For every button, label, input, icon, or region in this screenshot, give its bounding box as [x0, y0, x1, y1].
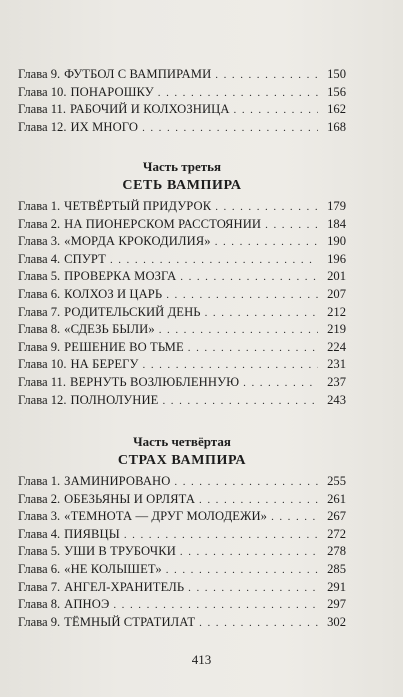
page-ref: 237	[327, 374, 346, 389]
page-ref: 272	[327, 526, 346, 541]
chapter-title: КОЛХОЗ И ЦАРЬ	[64, 286, 163, 301]
chapter-title: «МОРДА КРОКОДИЛИЯ»	[64, 234, 211, 249]
leader-dots	[110, 252, 318, 270]
toc-entry	[18, 304, 346, 322]
page-ref: 201	[327, 269, 346, 284]
chapter-title: ЧЕТВЁРТЫЙ ПРИДУРОК	[64, 199, 212, 213]
chapter-number: Глава 5.	[18, 544, 61, 559]
chapter-number: Глава 8.	[18, 322, 61, 337]
leader-dots	[166, 562, 318, 580]
toc-entry	[18, 216, 346, 234]
chapter-title: ПРОВЕРКА МОЗГА	[64, 269, 177, 284]
chapter-title: НА ПИОНЕРСКОМ РАССТОЯНИИ	[64, 216, 262, 231]
chapter-title: ФУТБОЛ С ВАМПИРАМИ	[64, 67, 212, 81]
leader-dots	[124, 527, 318, 545]
leader-dots	[215, 234, 318, 252]
leader-dots	[162, 393, 318, 411]
page-ref: 285	[327, 561, 346, 576]
chapter-title: ВЕРНУТЬ ВОЗЛЮБЛЕННУЮ	[70, 374, 240, 389]
leader-dots	[158, 85, 318, 103]
chapter-number: Глава 8.	[18, 597, 61, 612]
toc-entry	[18, 66, 346, 84]
part3-heading	[18, 158, 346, 196]
page-ref: 219	[327, 322, 346, 337]
toc-entry	[18, 251, 346, 269]
leader-dots	[142, 120, 318, 138]
toc-entry	[18, 268, 346, 286]
leader-dots	[166, 287, 318, 305]
page-ref: 156	[327, 84, 346, 99]
leader-dots	[143, 357, 318, 375]
toc-part3	[18, 198, 346, 409]
leader-dots	[215, 199, 318, 217]
leader-dots	[180, 544, 318, 562]
chapter-number: Глава 3.	[18, 234, 61, 249]
toc-entry	[18, 596, 346, 614]
chapter-number: Глава 12.	[18, 119, 67, 134]
toc-entry	[18, 119, 346, 137]
part-label: Часть третья	[142, 159, 222, 174]
part-title: СТРАХ ВАМПИРА	[117, 453, 247, 468]
chapter-title: ПИЯВЦЫ	[64, 526, 120, 541]
toc-entry	[18, 579, 346, 597]
leader-dots	[159, 322, 318, 340]
page-ref: 162	[327, 102, 346, 117]
chapter-title: НА БЕРЕГУ	[70, 357, 139, 372]
page-ref: 224	[327, 339, 346, 354]
page-ref: 190	[327, 234, 346, 249]
toc-entry	[18, 561, 346, 579]
chapter-title: АПНОЭ	[64, 597, 110, 612]
page-ref: 278	[327, 544, 346, 559]
leader-dots	[205, 305, 318, 323]
chapter-number: Глава 12.	[18, 392, 67, 407]
chapter-title: РОДИТЕЛЬСКИЙ ДЕНЬ	[64, 304, 201, 319]
chapter-title: «ТЕМНОТА — ДРУГ МОЛОДЕЖИ»	[64, 509, 268, 524]
chapter-number: Глава 1.	[18, 474, 61, 488]
chapter-number: Глава 2.	[18, 491, 61, 506]
toc-entry	[18, 526, 346, 544]
page-number: 413	[191, 652, 212, 667]
toc-entry	[18, 473, 346, 491]
page-ref: 179	[327, 199, 346, 213]
page-ref: 150	[327, 67, 346, 81]
chapter-number: Глава 10.	[18, 357, 67, 372]
page-ref: 212	[327, 304, 346, 319]
chapter-title: ПОНАРОШКУ	[70, 84, 154, 99]
chapter-number: Глава 9.	[18, 614, 61, 629]
chapter-number: Глава 11.	[18, 102, 67, 117]
toc-entry	[18, 543, 346, 561]
chapter-title: «СДЕЗЬ БЫЛИ»	[64, 322, 155, 337]
chapter-number: Глава 9.	[18, 67, 61, 81]
chapter-number: Глава 6.	[18, 561, 61, 576]
chapter-title: ТЁМНЫЙ СТРАТИЛАТ	[64, 614, 196, 629]
toc-entry	[18, 392, 346, 410]
page-ref: 297	[327, 597, 346, 612]
page-ref: 207	[327, 286, 346, 301]
page-ref: 231	[327, 357, 346, 372]
chapter-number: Глава 4.	[18, 251, 61, 266]
page-ref: 267	[327, 509, 346, 524]
page-ref: 291	[327, 579, 346, 594]
chapter-title: СПУРТ	[64, 251, 106, 266]
toc-entry	[18, 508, 346, 526]
page-ref: 255	[327, 474, 346, 488]
leader-dots	[271, 509, 318, 527]
chapter-title: ИХ МНОГО	[70, 119, 139, 134]
chapter-number: Глава 11.	[18, 374, 67, 389]
leader-dots	[113, 597, 318, 615]
chapter-title: АНГЕЛ-ХРАНИТЕЛЬ	[64, 579, 185, 594]
chapter-title: УШИ В ТРУБОЧКИ	[64, 544, 176, 559]
chapter-number: Глава 7.	[18, 304, 61, 319]
chapter-number: Глава 9.	[18, 339, 61, 354]
chapter-title: ОБЕЗЬЯНЫ И ОРЛЯТА	[64, 491, 196, 506]
toc-part4	[18, 473, 346, 631]
toc-entry	[18, 374, 346, 392]
leader-dots	[199, 492, 318, 510]
leader-dots	[174, 474, 318, 492]
toc-entry	[18, 198, 346, 216]
part4-heading	[18, 433, 346, 471]
page-ref: 184	[327, 216, 346, 231]
toc-part2-tail	[18, 66, 346, 136]
leader-dots	[265, 217, 318, 235]
chapter-number: Глава 6.	[18, 286, 61, 301]
leader-dots	[243, 375, 318, 393]
leader-dots	[188, 340, 318, 358]
chapter-title: РЕШЕНИЕ ВО ТЬМЕ	[64, 339, 184, 354]
toc-entry	[18, 339, 346, 357]
chapter-number: Глава 4.	[18, 526, 61, 541]
leader-dots	[215, 67, 318, 85]
toc-entry	[18, 233, 346, 251]
chapter-number: Глава 5.	[18, 269, 61, 284]
chapter-title: «НЕ КОЛЫШЕТ»	[64, 561, 162, 576]
chapter-title: ПОЛНОЛУНИЕ	[70, 392, 159, 407]
page-ref: 168	[327, 119, 346, 134]
part-label: Часть четвёртая	[133, 434, 231, 449]
chapter-number: Глава 7.	[18, 579, 61, 594]
toc-entry	[18, 84, 346, 102]
page-ref: 196	[327, 251, 346, 266]
chapter-number: Глава 1.	[18, 199, 61, 213]
toc-entry	[18, 491, 346, 509]
leader-dots	[188, 580, 318, 598]
toc-entry	[18, 286, 346, 304]
chapter-title: ЗАМИНИРОВАНО	[64, 474, 171, 488]
page-ref: 261	[327, 491, 346, 506]
toc-entry	[18, 321, 346, 339]
part-title: СЕТЬ ВАМПИРА	[122, 178, 242, 193]
page-ref: 243	[327, 392, 346, 407]
leader-dots	[234, 102, 318, 120]
chapter-title: РАБОЧИЙ И КОЛХОЗНИЦА	[70, 102, 230, 117]
chapter-number: Глава 10.	[18, 84, 67, 99]
toc-entry	[18, 101, 346, 119]
chapter-number: Глава 3.	[18, 509, 61, 524]
leader-dots	[180, 269, 318, 287]
toc-entry	[18, 614, 346, 632]
toc-entry	[18, 356, 346, 374]
leader-dots	[199, 615, 318, 633]
page-ref: 302	[327, 614, 346, 629]
chapter-number: Глава 2.	[18, 216, 61, 231]
